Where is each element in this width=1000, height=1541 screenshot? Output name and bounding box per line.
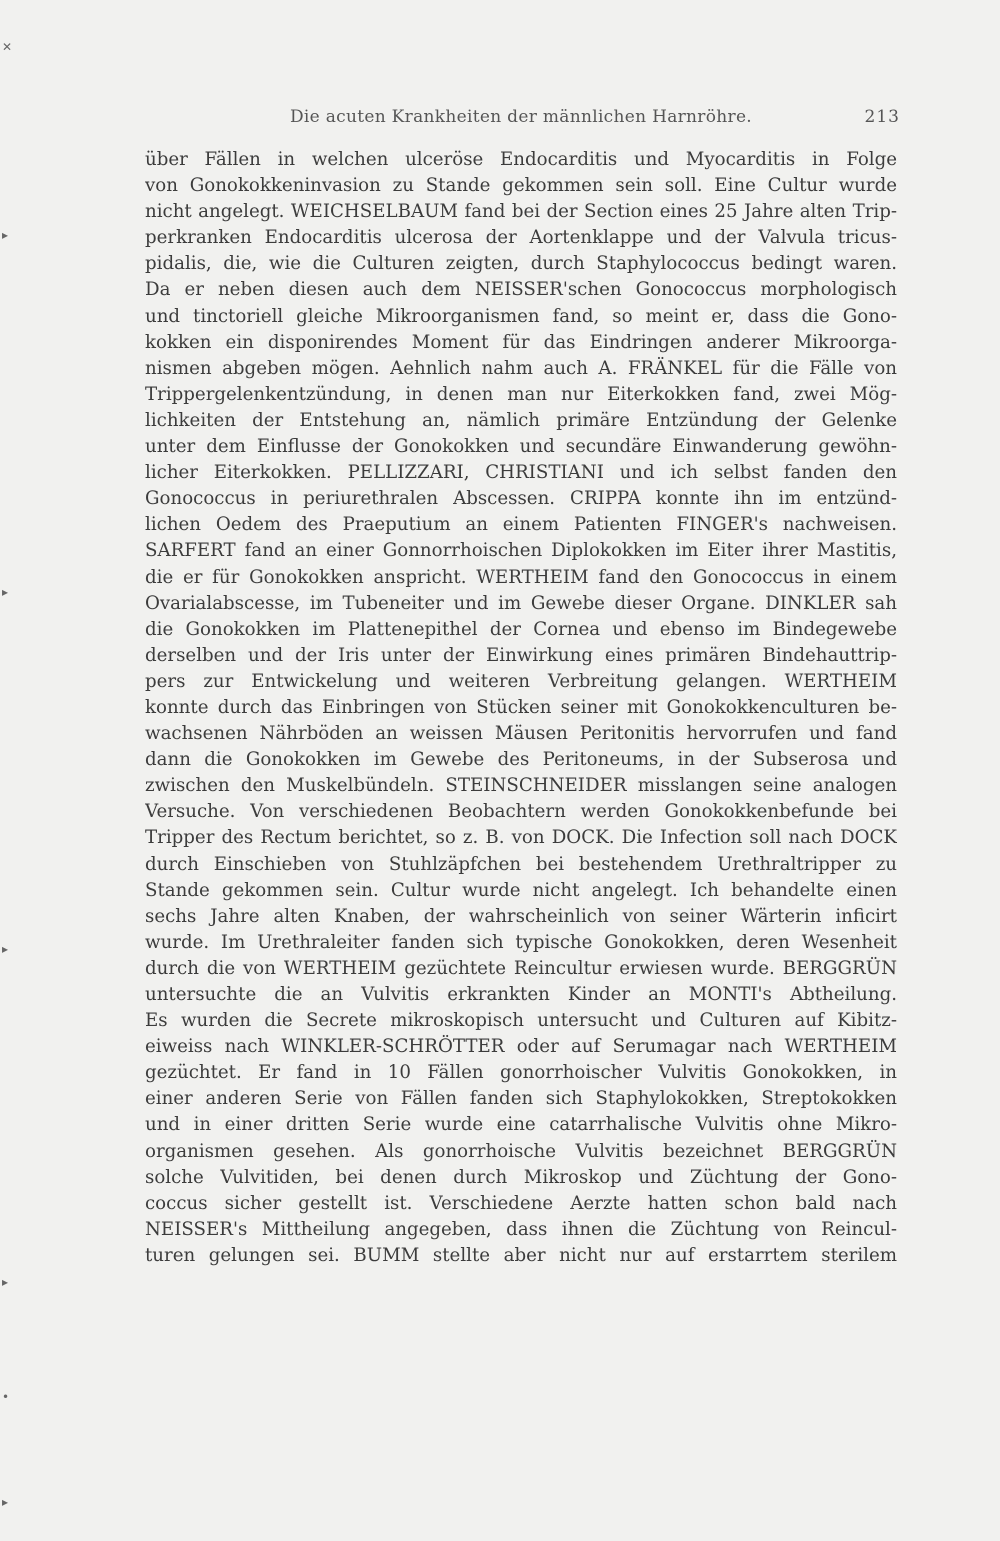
text-line: coccus sicher gestellt ist. Verschiedene Aerzte hatten schon bald nach (145, 1192, 897, 1214)
text-line: die Gonokokken im Plattenepithel der Cornea und ebenso im Bindegewebe (145, 618, 897, 640)
margin-mark: ▸ (2, 1275, 9, 1289)
margin-mark: ▸ (2, 228, 9, 242)
text-line: lichkeiten der Entstehung an, nämlich primäre Entzündung der Gelenke (145, 409, 897, 431)
margin-mark: ▸ (2, 1495, 9, 1509)
text-line: perkranken Endocarditis ulcerosa der Aortenklappe und der Valvula tricus- (145, 227, 897, 249)
text-line: SARFERT fand an einer Gonnorrhoischen Diplokokken im Eiter ihrer Mastitis, (145, 540, 897, 562)
text-line: über Fällen in welchen ulceröse Endocarditis und Myocarditis in Folge (145, 149, 897, 170)
text-line: durch Einschieben von Stuhlzäpfchen bei bestehendem Urethraltripper zu (145, 853, 897, 875)
margin-mark: ▸ (2, 585, 9, 599)
text-line: licher Eiterkokken. PELLIZZARI, CHRISTIANI und ich selbst fanden den (145, 462, 897, 484)
text-line: lichen Oedem des Praeputium an einem Patienten FINGER's nachweisen. (145, 514, 897, 536)
text-line: Ovarialabscesse, im Tubeneiter und im Gewebe dieser Organe. DINKLER sah (145, 592, 897, 614)
margin-mark: ✕ (2, 40, 13, 54)
running-head (290, 104, 900, 130)
text-line: NEISSER's Mittheilung angegeben, dass ihnen die Züchtung von Reincul- (145, 1218, 897, 1240)
text-line: zwischen den Muskelbündeln. STEINSCHNEIDER misslangen seine analogen (145, 775, 897, 797)
text-line: Gonococcus in periurethralen Abscessen. CRIPPA konnte ihn im entzünd- (145, 488, 897, 510)
text-line: eiweiss nach WINKLER-SCHRÖTTER oder auf Serumagar nach WERTHEIM (145, 1036, 897, 1058)
text-line: pidalis, die, wie die Culturen zeigten, durch Staphylococcus bedingt waren. (145, 253, 897, 275)
text-line: Trippergelenkentzündung, in denen man nur Eiterkokken fand, zwei Mög- (145, 383, 897, 405)
text-line: Da er neben diesen auch dem NEISSER'schen Gonococcus morphologisch (145, 279, 897, 301)
text-line: einer anderen Serie von Fällen fanden sich Staphylokokken, Streptokokken (145, 1088, 897, 1110)
text-line: nismen abgeben mögen. Aehnlich nahm auch A. FRÄNKEL für die Fälle von (145, 357, 897, 379)
text-line: und tinctoriell gleiche Mikroorganismen fand, so meint er, dass die Gono- (145, 305, 897, 327)
text-line: sechs Jahre alten Knaben, der wahrscheinlich von seiner Wärterin inficirt (145, 905, 897, 927)
text-line: turen gelungen sei. BUMM stellte aber nicht nur auf erstarrtem sterilem (145, 1244, 897, 1266)
text-line: dann die Gonokokken im Gewebe des Peritoneums, in der Subserosa und (145, 749, 897, 771)
text-line: Tripper des Rectum berichtet, so z. B. von DOCK. Die Infection soll nach DOCK (145, 827, 897, 849)
text-line: wachsenen Nährböden an weissen Mäusen Peritonitis hervorrufen und fand (145, 723, 897, 745)
margin-mark: • (2, 1390, 10, 1404)
page-number: 213 (864, 107, 900, 127)
text-line: die er für Gonokokken anspricht. WERTHEIM fand den Gonococcus in einem (145, 566, 897, 588)
text-line: durch die von WERTHEIM gezüchtete Reincultur erwiesen wurde. BERGGRÜN (145, 957, 897, 979)
text-line: wurde. Im Urethraleiter fanden sich typische Gonokokken, deren Wesenheit (145, 931, 897, 953)
text-line: derselben und der Iris unter der Einwirkung eines primären Bindehauttrip- (145, 644, 897, 666)
text-line: untersuchte die an Vulvitis erkrankten Kinder an MONTI's Abtheilung. (145, 984, 897, 1005)
running-title: Die acuten Krankheiten der männlichen Harnröhre. (290, 107, 753, 127)
text-line: und in einer dritten Serie wurde eine catarrhalische Vulvitis ohne Mikro- (145, 1114, 897, 1136)
text-line: nicht angelegt. WEICHSELBAUM fand bei der Section eines 25 Jahre alten Trip- (145, 201, 897, 223)
text-line: von Gonokokkeninvasion zu Stande gekommen sein soll. Eine Cultur wurde (145, 175, 897, 197)
text-line: organismen gesehen. Als gonorrhoische Vulvitis bezeichnet BERGGRÜN (145, 1140, 897, 1162)
text-line: Stande gekommen sein. Cultur wurde nicht angelegt. Ich behandelte einen (145, 879, 897, 901)
text-line: gezüchtet. Er fand in 10 Fällen gonorrhoischer Vulvitis Gonokokken, in (145, 1062, 897, 1084)
text-line: pers zur Entwickelung und weiteren Verbreitung gelangen. WERTHEIM (145, 670, 897, 692)
margin-mark: ▸ (2, 942, 9, 956)
text-line: konnte durch das Einbringen von Stücken seiner mit Gonokokkenculturen be- (145, 696, 897, 718)
text-line: kokken ein disponirendes Moment für das Eindringen anderer Mikroorga- (145, 331, 897, 353)
text-line: Versuche. Von verschiedenen Beobachtern werden Gonokokkenbefunde bei (145, 801, 897, 823)
text-line: unter dem Einflusse der Gonokokken und secundäre Einwanderung gewöhn- (145, 436, 897, 458)
body-text (145, 147, 897, 1269)
text-line: solche Vulvitiden, bei denen durch Mikroskop und Züchtung der Gono- (145, 1166, 897, 1188)
text-line: Es wurden die Secrete mikroskopisch untersucht und Culturen auf Kibitz- (145, 1010, 897, 1032)
